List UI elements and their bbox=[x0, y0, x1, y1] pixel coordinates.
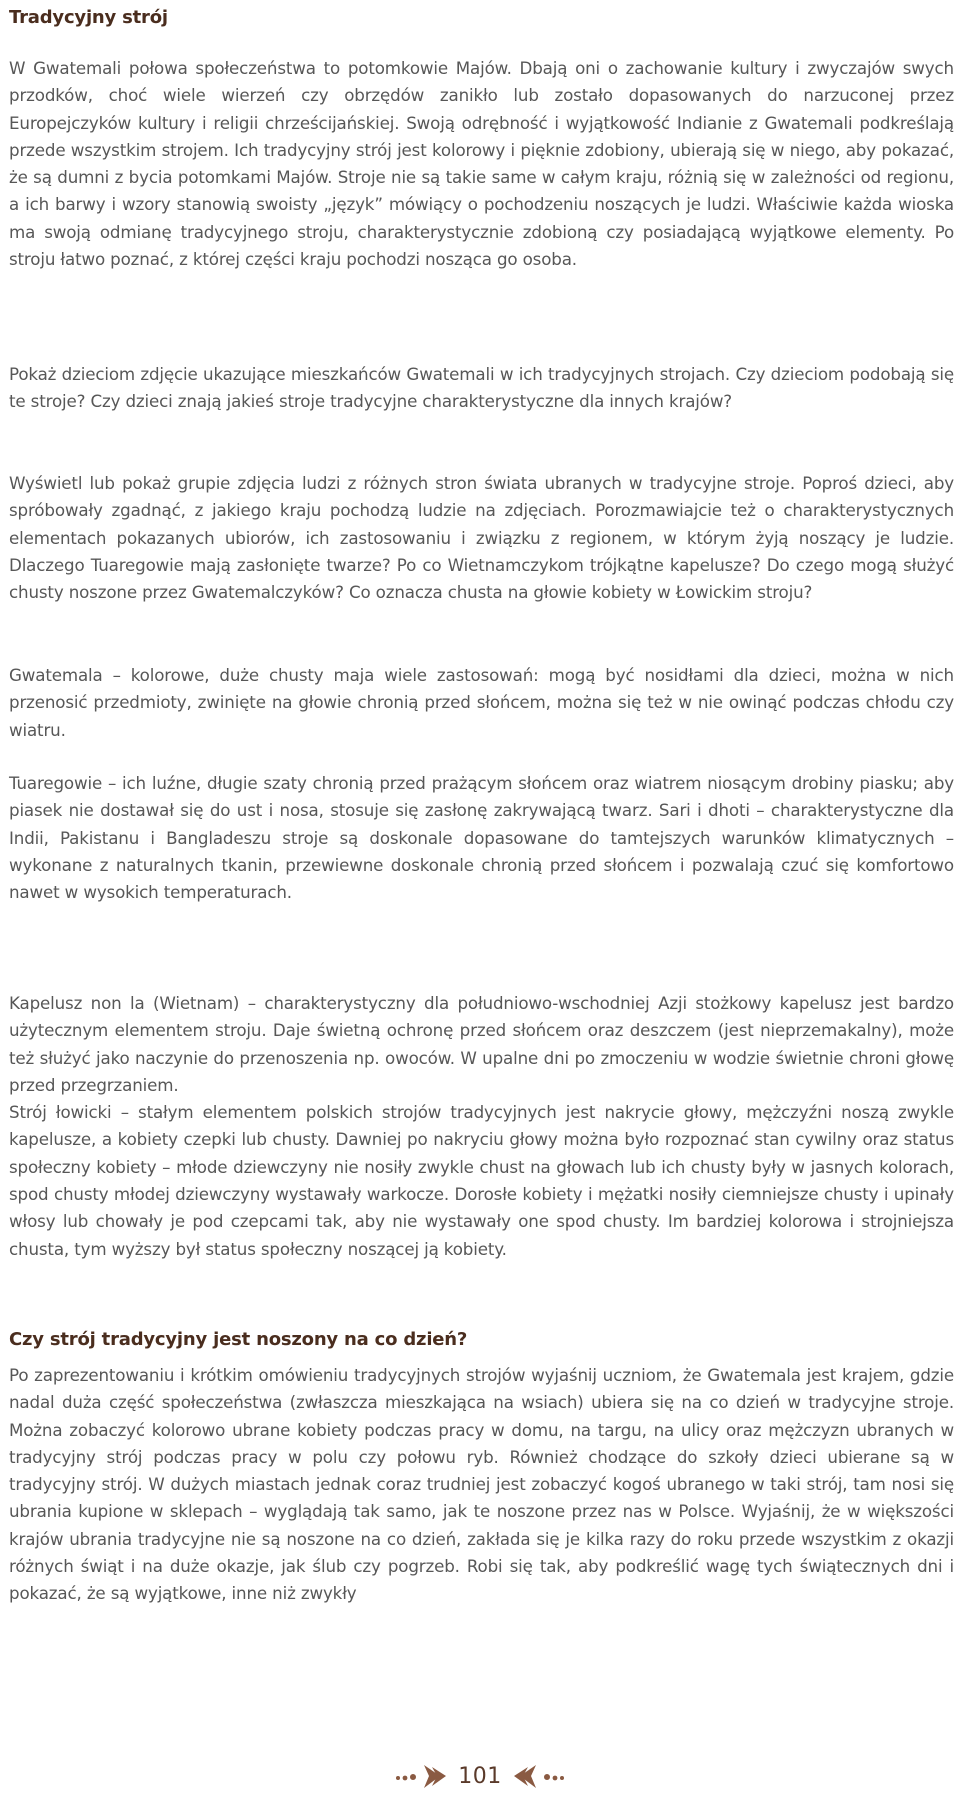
paragraph-lowicz: Strój łowicki – stałym elementem polskich strojów tradycyjnych jest nakrycie głowy, mężczyźni noszą zwykle kapelusze, a kobiety czepki lub chusty. Dawniej po nakryciu głowy można było rozpoznać stan cywilny oraz status społeczny kobiety – młode dziewczyny nie nosiły zwykle chust na głowach lub ich chusty były w jasnych kolorach, spod chusty młodej dziewczyny wystawały warkocze. Dorosłe kobiety i mężatki nosiły ciemniejsze chusty i upinały włosy lub chowały je pod czepcami tak, aby nie wystawały one spod chusty. Im bardziej kolorowa i strojniejsza chusta, tym wyższy był status społeczny noszącej ją kobiety. bbox=[9, 1102, 954, 1259]
paragraph-block bbox=[9, 1362, 954, 1608]
paragraph-block bbox=[9, 990, 954, 1263]
page-footer bbox=[0, 1756, 960, 1796]
section-heading-traditional-costume: Tradycyjny strój bbox=[9, 7, 168, 28]
paragraph-block bbox=[9, 55, 954, 273]
section-heading-everyday-wear: Czy strój tradycyjny jest noszony na co dzień? bbox=[9, 1329, 468, 1350]
paragraph-guatemala: Gwatemala – kolorowe, duże chusty maja wiele zastosowań: mogą być nosidłami dla dzieci, można w nich przenosić przedmioty, zwinięte na głowie chronią przed słońcem, można się też w nie owinąć podczas chłodu czy wiatru. bbox=[9, 665, 954, 740]
paragraph: Wyświetl lub pokaż grupie zdjęcia ludzi z różnych stron świata ubranych w tradycyjne stroje. Poproś dzieci, aby spróbowały zgadnąć, z jakiego kraju pochodzą ludzie na zdjęciach. Porozmawiajcie też o charakterystycznych elementach pokazanych ubiorów, ich zastosowaniu i związku z regionem, w którym żyją noszący je ludzie. Dlaczego Tuaregowie mają zasłonięte twarze? Po co Wietnamczykom trójkątne kapelusze? Do czego mogą służyć chusty noszone przez Gwatemalczyków? Co oznacza chusta na głowie kobiety w Łowickim stroju? bbox=[9, 473, 954, 603]
paragraph: Pokaż dzieciom zdjęcie ukazujące mieszkańców Gwatemali w ich tradycyjnych strojach. Czy dzieciom podobają się te stroje? Czy dzieci znają jakieś stroje tradycyjne charakterystyczne dla innych krajów? bbox=[9, 364, 954, 412]
paragraph-block bbox=[9, 470, 954, 606]
paragraph: W Gwatemali połowa społeczeństwa to potomkowie Majów. Dbają oni o zachowanie kultury i zwyczajów swych przodków, choć wiele wierzeń czy obrzędów zanikło lub zostało dopasowanych do narzuconej przez Europejczyków kultury i religii chrześcijańskiej. Swoją odrębność i wyjątkowość Indianie z Gwatemali podkreślają przede wszystkim strojem. Ich tradycyjny strój jest kolorowy i pięknie zdobiony, ubierają się w niego, aby pokazać, że są dumni z bycia potomkami Majów. Stroje nie są takie same w całym kraju, różnią się w zależności od regionu, a ich barwy i wzory stanowią swoisty „język” mówiący o pochodzeniu noszących je ludzi. Właściwie każda wioska ma swoją odmianę tradycyjnego stroju, charakterystycznie zdobioną czy posiadającą wyjątkowe elementy. Po stroju łatwo poznać, z której części kraju pochodzi nosząca go osoba. bbox=[9, 58, 954, 270]
paragraph-block bbox=[9, 662, 954, 744]
paragraph-block bbox=[9, 770, 954, 906]
ornament-left-icon bbox=[394, 1761, 452, 1791]
ornament-right-icon bbox=[508, 1761, 566, 1791]
paragraph-block bbox=[9, 361, 954, 416]
paragraph-non-la: Kapelusz non la (Wietnam) – charakterystyczny dla południowo-wschodniej Azji stożkowy kapelusz jest bardzo użytecznym elementem stroju. Daje świetną ochronę przed słońcem oraz deszczem (jest nieprzemakalny), może też służyć jako naczynie do przenoszenia np. owoców. W upalne dni po zmoczeniu w wodzie świetnie chroni głowę przed przegrzaniem. bbox=[9, 993, 954, 1095]
paragraph: Po zaprezentowaniu i krótkim omówieniu tradycyjnych strojów wyjaśnij uczniom, że Gwatemala jest krajem, gdzie nadal duża część społeczeństwa (zwłaszcza mieszkająca na wsiach) ubiera się na co dzień w tradycyjne stroje. Można zobaczyć kolorowo ubrane kobiety podczas pracy w domu, na targu, na ulicy oraz mężczyzn ubranych w tradycyjny strój podczas pracy w polu czy połowu ryb. Również chodzące do szkoły dzieci ubierane są w tradycyjny strój. W dużych miastach jednak coraz trudniej jest zobaczyć kogoś ubranego w taki strój, tam nosi się ubrania kupione w sklepach – wyglądają tak samo, jak te noszone przez nas w Polsce. Wyjaśnij, że w większości krajów ubrania tradycyjne nie są noszone na co dzień, zakłada się je kilka razy do roku przede wszystkim z okazji różnych świąt i na duże okazje, jak ślub czy pogrzeb. Robi się tak, aby podkreślić wagę tych świątecznych dni i pokazać, że są wyjątkowe, inne niż zwykły bbox=[9, 1365, 954, 1604]
page-number: 101 bbox=[458, 1763, 502, 1789]
paragraph-tuareg-sari: Tuaregowie – ich luźne, długie szaty chronią przed prażącym słońcem oraz wiatrem niosącym drobiny piasku; aby piasek nie dostawał się do ust i nosa, stosuje się zasłonę zakrywającą twarz. Sari i dhoti – charakterystyczne dla Indii, Pakistanu i Bangladeszu stroje są doskonale dopasowane do tamtejszych warunków klimatycznych – wykonane z naturalnych tkanin, przewiewne doskonale chronią przed słońcem i pozwalają czuć się komfortowo nawet w wysokich temperaturach. bbox=[9, 773, 954, 903]
